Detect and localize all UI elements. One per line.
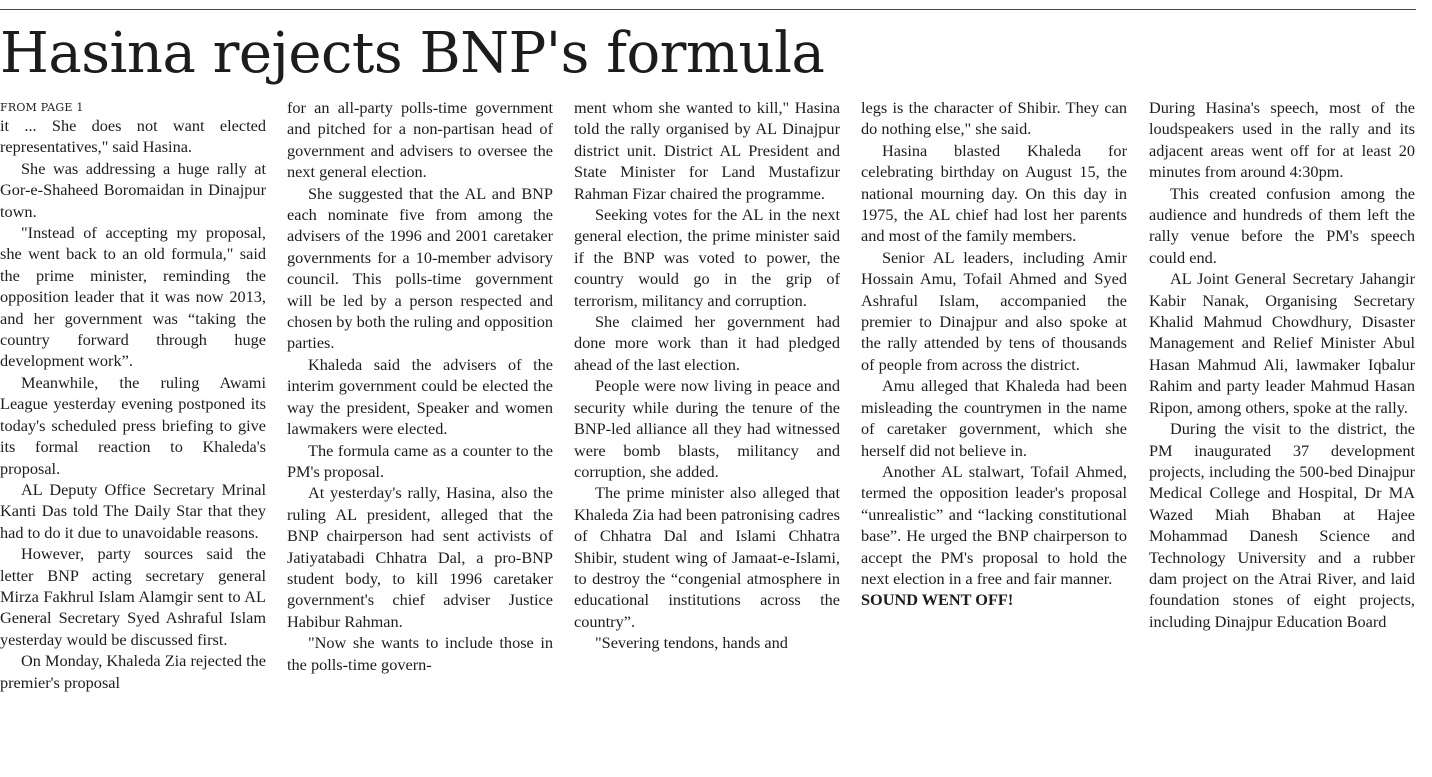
paragraph: On Monday, Khaleda Zia rejected the premier's proposal (0, 651, 266, 692)
paragraph: People were now living in peace and security while during the tenure of the BNP-led alliance all they had witnessed were bomb blasts, militancy and corruption, she added. (574, 376, 840, 481)
top-divider-rule (0, 9, 1416, 10)
paragraph: However, party sources said the letter BNP acting secretary general Mirza Fakhrul Islam Alamgir sent to AL General Secretary Syed Ashraful Islam yesterday would be discussed first. (0, 544, 266, 649)
paragraph: She suggested that the AL and BNP each nominate five from among the advisers of the 1996 and 2001 caretaker governments for a 10-member advisory council. This polls-time government will be led by a person respected and chosen by both the ruling and opposition parties. (287, 183, 553, 353)
paragraph: During the visit to the district, the PM inaugurated 37 development projects, including the 500-bed Dinajpur Medical College and Hospital, Dr MA Wazed Miah Bhaban at Hajee Mohammad Danesh Science and Technology University and a rubber dam project on the Atrai River, and laid foundation stones of eight projects, including Dinajpur Education Board (1149, 419, 1415, 631)
paragraph: This created confusion among the audience and hundreds of them left the rally venue before the PM's speech could end. (1149, 183, 1415, 267)
paragraph: for an all-party polls-time government and pitched for a non-partisan head of government and advisers to oversee the next general election. (287, 98, 553, 182)
paragraph: At yesterday's rally, Hasina, also the ruling AL president, alleged that the BNP chairperson had sent activists of Jatiyatabadi Chhatra Dal, a pro-BNP student body, to kill 1996 caretaker government's chief adviser Justice Habibur Rahman. (287, 483, 553, 631)
paragraph: She claimed her government had done more work than it had pledged ahead of the last election. (574, 312, 840, 374)
paragraph: Khaleda said the advisers of the interim government could be elected the way the president, Speaker and women lawmakers were elected. (287, 354, 553, 439)
paragraph: AL Deputy Office Secretary Mrinal Kanti Das told The Daily Star that they had to do it due to unavoidable reasons. (0, 479, 266, 542)
paragraph: ment whom she wanted to kill," Hasina told the rally organised by AL Dinajpur district unit. District AL President and State Minister for Land Mustafizur Rahman Fizar chaired the programme. (574, 98, 840, 203)
headline: Hasina rejects BNP's formula (0, 21, 825, 86)
paragraph: it ... She does not want elected representatives," said Hasina. (0, 116, 266, 157)
article-column-5 (1149, 97, 1415, 777)
article-column-3 (574, 97, 840, 777)
paragraph: During Hasina's speech, most of the loudspeakers used in the rally and its adjacent areas went off for at least 20 minutes from around 4:30pm. (1149, 98, 1415, 182)
article-column-4 (861, 97, 1127, 777)
paragraph: legs is the character of Shibir. They can do nothing else," she said. (861, 98, 1127, 139)
paragraph: Senior AL leaders, including Amir Hossain Amu, Tofail Ahmed and Syed Ashraful Islam, accompanied the premier to Dinajpur and also spoke at the rally attended by tens of thousands of people from across the district. (861, 247, 1127, 374)
article-column-2 (287, 97, 553, 777)
paragraph: Another AL stalwart, Tofail Ahmed, termed the opposition leader's proposal “unrealistic” and “lacking constitutional base”. He urged the BNP chairperson to accept the PM's proposal to hold the next election in a free and fair manner. (861, 461, 1127, 588)
section-subheading: SOUND WENT OFF! (861, 590, 1014, 610)
paragraph: Amu alleged that Khaleda had been misleading the countrymen in the name of caretaker government, which she herself did not believe in. (861, 376, 1127, 460)
paragraph: "Now she wants to include those in the polls-time govern- (287, 633, 553, 674)
paragraph: She was addressing a huge rally at Gor-e-Shaheed Boromaidan in Dinajpur town. (0, 158, 266, 221)
paragraph: The formula came as a counter to the PM's proposal. (287, 440, 553, 481)
jump-label: FROM PAGE 1 (0, 101, 84, 114)
paragraph: AL Joint General Secretary Jahangir Kabir Nanak, Organising Secretary Khalid Mahmud Chowdhury, Disaster Management and Relief Minister Abul Hasan Mahmud Ali, lawmaker Iqbalur Rahim and party leader Mahmud Hasan Ripon, among others, spoke at the rally. (1149, 269, 1415, 417)
article-column-1 (0, 97, 266, 777)
paragraph: Meanwhile, the ruling Awami League yesterday evening postponed its today's scheduled press briefing to give its formal reaction to Khaleda's proposal. (0, 372, 266, 478)
paragraph: The prime minister also alleged that Khaleda Zia had been patronising cadres of Chhatra Dal and Islami Chhatra Shibir, student wing of Jamaat-e-Islami, to destroy the “congenial atmosphere in educational institutions across the country”. (574, 483, 840, 631)
paragraph: "Instead of accepting my proposal, she went back to an old formula," said the prime minister, reminding the opposition leader that it was now 2013, and her government was “taking the country forward through huge development work”. (0, 223, 266, 371)
paragraph: "Severing tendons, hands and (595, 633, 788, 653)
paragraph: Seeking votes for the AL in the next general election, the prime minister said if the BNP was voted to power, the country would go in the grip of terrorism, militancy and corruption. (574, 205, 840, 310)
paragraph: Hasina blasted Khaleda for celebrating birthday on August 15, the national mourning day. On this day in 1975, the AL chief had lost her parents and most of the family members. (861, 140, 1127, 246)
